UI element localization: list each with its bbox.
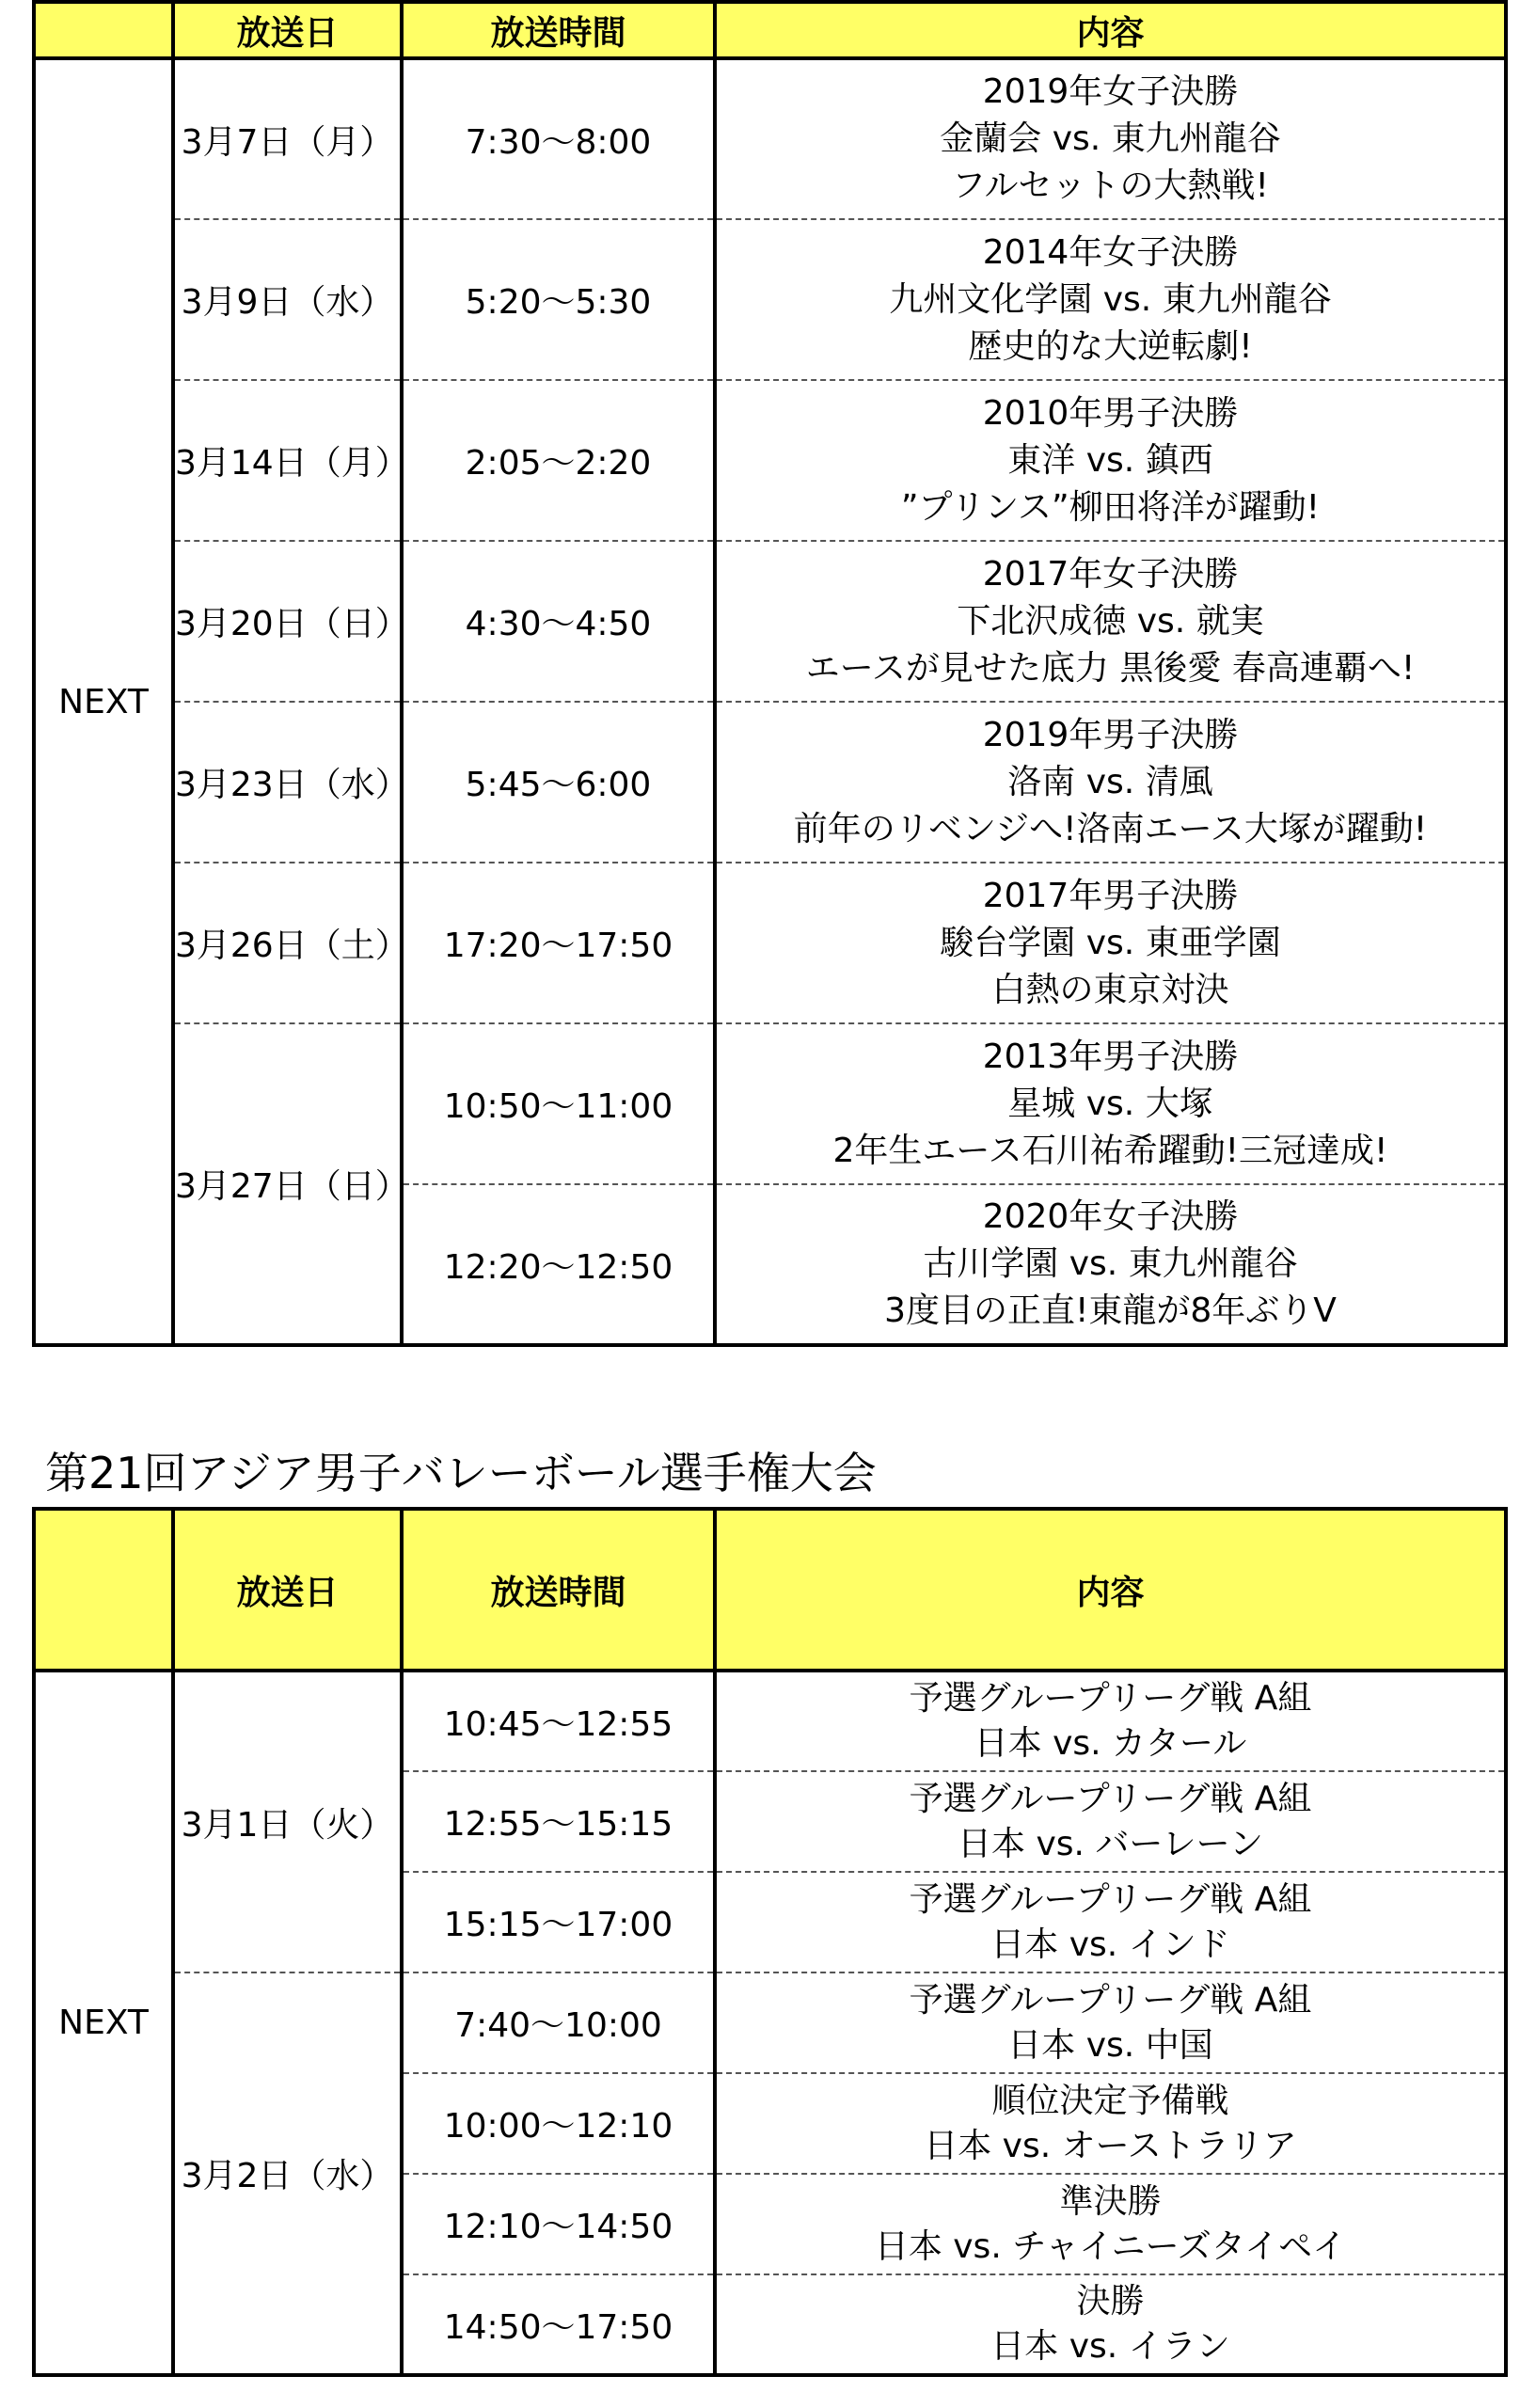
header-row [34, 2, 1506, 58]
content-line: 2年生エース石川祐希躍動!三冠達成! [832, 1131, 1388, 1170]
table-row [34, 58, 1506, 219]
broadcast-date: 3月9日（水） [173, 219, 402, 380]
table-row [34, 219, 1506, 380]
content-line: 日本 vs. チャイニーズタイペイ [874, 2226, 1347, 2266]
content-line: 下北沢成徳 vs. 就実 [957, 601, 1264, 641]
table-row [34, 541, 1506, 702]
broadcast-time: 10:50～11:00 [402, 1023, 715, 1184]
broadcast-date: 3月27日（日） [173, 1023, 402, 1345]
content-line: 3度目の正直!東龍が8年ぶりV [884, 1291, 1337, 1330]
header-content: 内容 [715, 1509, 1506, 1671]
next-label: NEXT [34, 1671, 173, 2375]
header-content: 内容 [715, 2, 1506, 58]
header-date: 放送日 [173, 1509, 402, 1671]
next-label: NEXT [34, 58, 173, 1345]
broadcast-date: 3月7日（月） [173, 58, 402, 219]
content-line: 準決勝 [1059, 2181, 1162, 2221]
content-cell [715, 702, 1506, 863]
section-title: 第21回アジア男子バレーボール選手権大会 [45, 1448, 877, 1498]
content-line: 2017年女子決勝 [982, 554, 1239, 594]
broadcast-time: 4:30～4:50 [402, 541, 715, 702]
broadcast-time: 12:55～15:15 [402, 1771, 715, 1872]
content-line: 洛南 vs. 清風 [1007, 762, 1213, 801]
content-line: フルセットの大熱戦! [952, 166, 1269, 205]
content-line: 日本 vs. 中国 [1007, 2025, 1213, 2065]
schedule-table-1 [32, 0, 1508, 1347]
content-line: 九州文化学園 vs. 東九州龍谷 [889, 279, 1332, 319]
content-line: 順位決定予備戦 [991, 2081, 1229, 2120]
header-time: 放送時間 [402, 2, 715, 58]
broadcast-time: 10:45～12:55 [402, 1671, 715, 1771]
table-row [34, 863, 1506, 1023]
header-row [34, 1509, 1506, 1671]
broadcast-time: 15:15～17:00 [402, 1872, 715, 1972]
content-line: 2014年女子決勝 [982, 232, 1239, 272]
content-cell [715, 58, 1506, 219]
content-line: 2020年女子決勝 [982, 1197, 1239, 1236]
content-cell [715, 1671, 1506, 1771]
header-time: 放送時間 [402, 1509, 715, 1671]
content-line: 予選グループリーグ戦 A組 [909, 1879, 1312, 1919]
content-line: 2019年女子決勝 [982, 72, 1239, 111]
header-date: 放送日 [173, 2, 402, 58]
broadcast-time: 12:20～12:50 [402, 1184, 715, 1345]
content-cell [715, 1972, 1506, 2073]
content-line: 古川学園 vs. 東九州龍谷 [923, 1244, 1298, 1283]
broadcast-date: 3月23日（水） [173, 702, 402, 863]
content-line: 2013年男子決勝 [982, 1037, 1239, 1076]
content-line: 2019年男子決勝 [982, 715, 1239, 754]
table-row [34, 702, 1506, 863]
broadcast-time: 2:05～2:20 [402, 380, 715, 541]
content-line: 金蘭会 vs. 東九州龍谷 [940, 119, 1281, 158]
content-cell [715, 1771, 1506, 1872]
content-cell [715, 2073, 1506, 2174]
broadcast-time: 5:20～5:30 [402, 219, 715, 380]
content-line: エースが見せた底力 黒後愛 春高連覇へ! [805, 648, 1416, 688]
schedule-table-2 [32, 1507, 1508, 2377]
content-cell [715, 1872, 1506, 1972]
content-cell [715, 219, 1506, 380]
broadcast-time: 7:30～8:00 [402, 58, 715, 219]
table-row [34, 1671, 1506, 1771]
broadcast-date: 3月1日（火） [173, 1671, 402, 1972]
content-line: 予選グループリーグ戦 A組 [909, 1779, 1312, 1818]
content-line: ”プリンス”柳田将洋が躍動! [900, 487, 1321, 527]
broadcast-time: 14:50～17:50 [402, 2274, 715, 2375]
content-line: 日本 vs. インド [990, 1925, 1230, 1964]
table-row [34, 1023, 1506, 1184]
content-line: 2017年男子決勝 [982, 876, 1239, 915]
content-line: 日本 vs. バーレーン [958, 1824, 1263, 1863]
broadcast-time: 12:10～14:50 [402, 2174, 715, 2274]
content-cell [715, 1184, 1506, 1345]
broadcast-date: 3月20日（日） [173, 541, 402, 702]
header-blank [34, 2, 173, 58]
broadcast-date: 3月14日（月） [173, 380, 402, 541]
content-cell [715, 2274, 1506, 2375]
broadcast-time: 7:40～10:00 [402, 1972, 715, 2073]
content-cell [715, 380, 1506, 541]
broadcast-date: 3月26日（土） [173, 863, 402, 1023]
content-cell [715, 863, 1506, 1023]
content-line: 予選グループリーグ戦 A組 [909, 1679, 1312, 1718]
content-line: 駿台学園 vs. 東亜学園 [940, 923, 1281, 962]
content-cell [715, 541, 1506, 702]
content-line: 日本 vs. カタール [974, 1724, 1247, 1763]
broadcast-time: 5:45～6:00 [402, 702, 715, 863]
content-line: 前年のリベンジへ!洛南エース大塚が躍動! [793, 809, 1428, 848]
content-cell [715, 2174, 1506, 2274]
broadcast-time: 17:20～17:50 [402, 863, 715, 1023]
content-line: 2010年男子決勝 [982, 393, 1239, 433]
broadcast-time: 10:00～12:10 [402, 2073, 715, 2174]
content-line: 日本 vs. オーストラリア [924, 2126, 1297, 2165]
table-row [34, 1972, 1506, 2073]
content-line: 日本 vs. イラン [990, 2327, 1230, 2366]
table-row [34, 380, 1506, 541]
content-line: 決勝 [1076, 2282, 1145, 2321]
content-line: 東洋 vs. 鎮西 [1007, 440, 1213, 480]
content-line: 歴史的な大逆転劇! [968, 326, 1253, 366]
broadcast-date: 3月2日（水） [173, 1972, 402, 2375]
content-line: 予選グループリーグ戦 A組 [909, 1980, 1312, 2020]
header-blank [34, 1509, 173, 1671]
content-cell [715, 1023, 1506, 1184]
content-line: 白熱の東京対決 [991, 970, 1229, 1009]
content-line: 星城 vs. 大塚 [1007, 1084, 1213, 1123]
